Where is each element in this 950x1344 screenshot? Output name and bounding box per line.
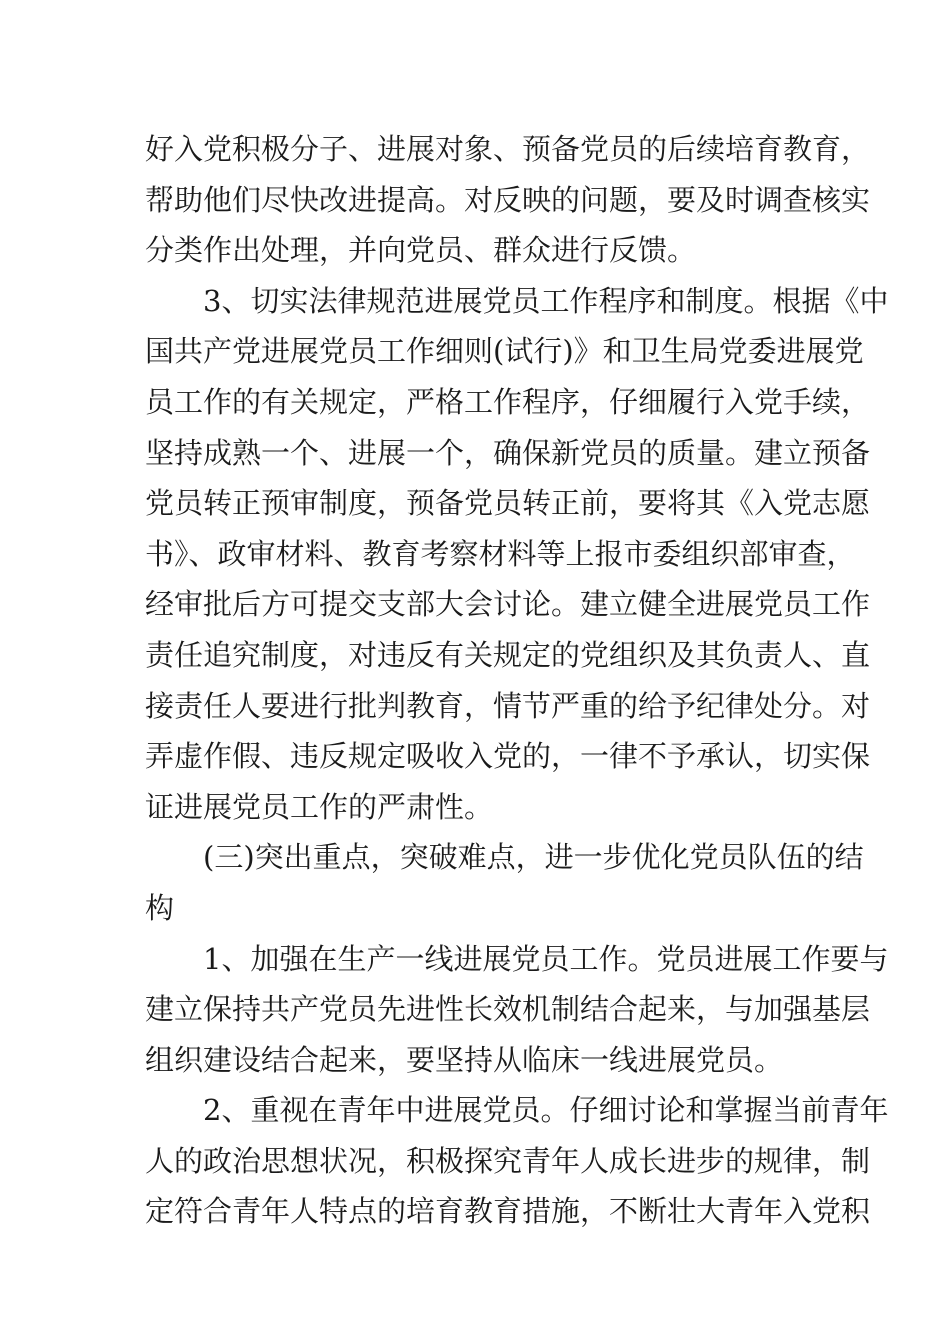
text-line: 书》、政审材料、教育考察材料等上报市委组织部审查， [145,536,856,571]
text-line: 人的政治思想状况，积极探究青年人成长进步的规律，制 [145,1143,871,1178]
section-heading-line: (三)突出重点，突破难点，进一步优化党员队伍的结 [203,840,864,875]
text-line: 国共产党进展党员工作细则(试行)》和卫生局党委进展党 [145,334,864,369]
text-line: 党员转正预审制度，预备党员转正前，要将其《入党志愿 [145,486,871,521]
text-line: 2、重视在青年中进展党员。仔细讨论和掌握当前青年 [203,1093,889,1128]
text-line: 责任追究制度，对违反有关规定的党组织及其负责人、直 [145,637,871,672]
text-line: 定符合青年人特点的培育教育措施，不断壮大青年入党积 [145,1194,871,1229]
text-line: 好入党积极分子、进展对象、预备党员的后续培育教育， [145,132,871,166]
text-line: 员工作的有关规定，严格工作程序，仔细履行入党手续， [145,384,871,419]
section-heading-line: 构 [145,890,175,925]
text-line: 组织建设结合起来，要坚持从临床一线进展党员。 [145,1042,784,1077]
text-line: 接责任人要进行批判教育，情节严重的给予纪律处分。对 [145,688,871,723]
document-body [145,124,889,1237]
text-line: 经审批后方可提交支部大会讨论。建立健全进展党员工作 [145,587,871,622]
text-line: 3、切实法律规范进展党员工作程序和制度。根据《中 [203,283,889,318]
text-line: 1、加强在生产一线进展党员工作。党员进展工作要与 [203,941,889,976]
text-line: 证进展党员工作的严肃性。 [145,789,494,824]
text-line: 弄虚作假、违反规定吸收入党的，一律不予承认，切实保 [145,739,871,774]
text-line: 帮助他们尽快改进提高。对反映的问题，要及时调查核实 [145,182,871,217]
text-line: 分类作出处理，并向党员、群众进行反馈。 [145,233,697,268]
text-line: 建立保持共产党员先进性长效机制结合起来，与加强基层 [145,992,871,1027]
text-line: 坚持成熟一个、进展一个，确保新党员的质量。建立预备 [145,435,871,470]
